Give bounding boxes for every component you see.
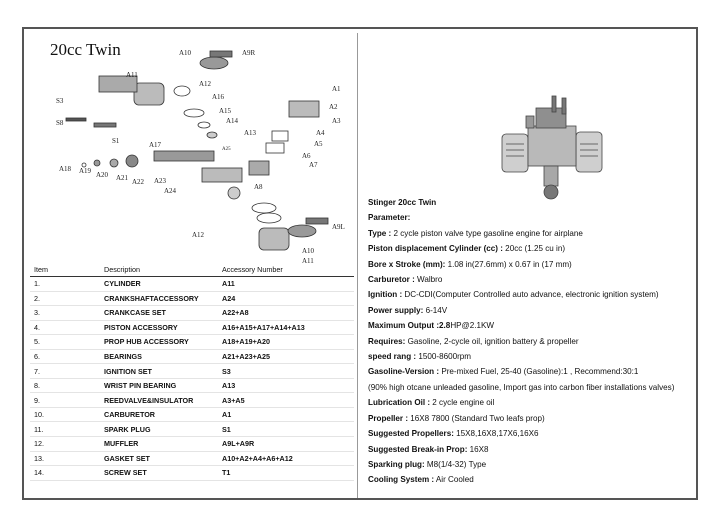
item-description: REEDVALVE&INSULATOR — [100, 393, 218, 408]
table-row — [30, 451, 354, 466]
spec-value: 1500-8600rpm — [416, 352, 472, 362]
item-number: 7. — [30, 364, 100, 379]
item-number: 5. — [30, 335, 100, 350]
diagram-label: A18 — [59, 165, 72, 173]
spec-power-supply — [368, 303, 698, 318]
spec-value: 16X8 7800 (Standard Two leafs prop) — [408, 413, 545, 423]
spec-speed-range — [368, 349, 698, 364]
diagram-label: A12 — [192, 231, 205, 239]
item-description: CRANKCASE SET — [100, 306, 218, 321]
diagram-label: A14 — [226, 117, 239, 125]
diagram-label: A9L — [332, 223, 345, 231]
spec-bore-stroke — [368, 257, 698, 272]
item-description: MUFFLER — [100, 437, 218, 452]
diagram-label: A11 — [126, 71, 138, 79]
accessory-number: S1 — [218, 422, 354, 437]
diagram-label: A21 — [116, 174, 129, 182]
diagram-label: A4 — [316, 129, 325, 137]
spec-sparking-plug — [368, 457, 698, 472]
diagram-label: A12 — [199, 80, 212, 88]
page-title: 20cc Twin — [50, 40, 121, 59]
spec-propeller — [368, 411, 698, 426]
spec-carburetor — [368, 272, 698, 287]
accessory-number: A10+A2+A4+A6+A12 — [218, 451, 354, 466]
diagram-label: A19 — [79, 167, 92, 175]
spec-max-output — [368, 318, 698, 333]
engine-specifications — [368, 195, 698, 488]
item-number: 12. — [30, 437, 100, 452]
spec-displacement — [368, 241, 698, 256]
spec-label: Gasoline-Version : — [368, 367, 440, 377]
spec-value: Gasoline, 2-cycle oil, ignition battery & propeller — [405, 336, 579, 346]
item-number: 2. — [30, 291, 100, 306]
spec-cooling-system — [368, 472, 698, 487]
spec-sheet — [22, 27, 698, 500]
diagram-label: S8 — [56, 119, 64, 127]
spec-gasoline-note: (90% high otcane unleaded gasoline, Import gas into carbon fiber installations valves) — [368, 382, 675, 392]
spec-type — [368, 226, 698, 241]
table-row — [30, 466, 354, 481]
item-number: 3. — [30, 306, 100, 321]
diagram-label: A10 — [302, 247, 315, 255]
spec-suggested-propellers — [368, 426, 698, 441]
table-row — [30, 335, 354, 350]
column-header: Item — [30, 263, 100, 277]
accessory-number: A11 — [218, 277, 354, 292]
spec-break-in-prop — [368, 442, 698, 457]
spec-label: Power supply: — [368, 305, 424, 315]
spec-label: Carburetor : — [368, 275, 415, 285]
table-row — [30, 393, 354, 408]
table-row — [30, 306, 354, 321]
diagram-label: A16 — [212, 93, 225, 101]
spec-heading: Stinger 20cc Twin — [368, 198, 437, 207]
accessory-number: A9L+A9R — [218, 437, 354, 452]
item-number: 8. — [30, 378, 100, 393]
item-number: 9. — [30, 393, 100, 408]
diagram-label: S3 — [56, 97, 64, 105]
spec-value: 2 cycle piston valve type gasoline engine for airplane — [391, 228, 583, 238]
item-number: 11. — [30, 422, 100, 437]
spec-label: Type : — [368, 228, 392, 238]
spec-lubrication — [368, 395, 698, 410]
table-header-row — [30, 263, 354, 277]
item-number: 10. — [30, 407, 100, 422]
spec-value: 20cc (1.25 cu in) — [502, 244, 566, 254]
diagram-label: A9R — [242, 49, 256, 57]
accessory-number: T1 — [218, 466, 354, 481]
diagram-label: A10 — [179, 49, 192, 57]
spec-gasoline-version — [368, 364, 698, 379]
exploded-parts-diagram — [34, 43, 354, 273]
table-row — [30, 320, 354, 335]
spec-ignition — [368, 287, 698, 302]
item-number: 13. — [30, 451, 100, 466]
item-description: GASKET SET — [100, 451, 218, 466]
spec-label: Cooling System : — [368, 475, 435, 485]
diagram-label: A25 — [222, 147, 231, 152]
spec-value: Air Cooled — [434, 475, 474, 485]
item-description: SCREW SET — [100, 466, 218, 481]
parts-table — [30, 263, 354, 481]
item-description: PROP HUB ACCESSORY — [100, 335, 218, 350]
spec-label: Propeller : — [368, 413, 409, 423]
accessory-number: A24 — [218, 291, 354, 306]
spec-label: Sparking plug: — [368, 459, 425, 469]
spec-value-bold: 2.8 — [439, 321, 451, 331]
item-number: 14. — [30, 466, 100, 481]
item-description: CRANKSHAFTACCESSORY — [100, 291, 218, 306]
accessory-number: A18+A19+A20 — [218, 335, 354, 350]
table-row — [30, 422, 354, 437]
spec-value: 2 cycle engine oil — [430, 398, 495, 408]
table-row — [30, 437, 354, 452]
spec-requires — [368, 334, 698, 349]
item-description: IGNITION SET — [100, 364, 218, 379]
item-number: 4. — [30, 320, 100, 335]
column-header: Description — [100, 263, 218, 277]
diagram-label: S1 — [112, 137, 120, 145]
column-header: Accessory Number — [218, 263, 354, 277]
accessory-number: A3+A5 — [218, 393, 354, 408]
accessory-number: A21+A23+A25 — [218, 349, 354, 364]
engine-photo — [492, 94, 612, 202]
accessory-number: A13 — [218, 378, 354, 393]
table-row — [30, 277, 354, 292]
diagram-label: A20 — [96, 171, 109, 179]
item-number: 1. — [30, 277, 100, 292]
diagram-label: A6 — [302, 152, 311, 160]
spec-value: Walbro — [414, 275, 443, 285]
column-divider — [357, 33, 358, 498]
item-description: PISTON ACCESSORY — [100, 320, 218, 335]
diagram-label: A7 — [309, 161, 318, 169]
spec-label: Maximum Output : — [368, 321, 440, 331]
spec-value: 1.08 in(27.6mm) x 0.67 in (17 mm) — [445, 259, 572, 269]
spec-value: 15X8,16X8,17X6,16X6 — [453, 429, 539, 439]
diagram-label: A15 — [219, 107, 232, 115]
diagram-label: A1 — [332, 85, 341, 93]
spec-value: M8(1/4-32) Type — [424, 459, 487, 469]
diagram-label: A17 — [149, 141, 162, 149]
table-row — [30, 349, 354, 364]
accessory-number: A22+A8 — [218, 306, 354, 321]
accessory-number: A1 — [218, 407, 354, 422]
diagram-label: A13 — [244, 129, 257, 137]
spec-value: 6-14V — [423, 305, 448, 315]
diagram-label: A24 — [164, 187, 177, 195]
spec-value: HP@2.1KW — [450, 321, 495, 331]
spec-label: Suggested Propellers: — [368, 429, 454, 439]
spec-label: Ignition : — [368, 290, 403, 300]
spec-value: 16X8 — [467, 444, 489, 454]
diagram-label: A22 — [132, 178, 145, 186]
spec-label: Lubrication Oil : — [368, 398, 431, 408]
spec-label: Suggested Break-in Prop: — [368, 444, 468, 454]
accessory-number: A16+A15+A17+A14+A13 — [218, 320, 354, 335]
table-row — [30, 291, 354, 306]
item-description: CARBURETOR — [100, 407, 218, 422]
accessory-number: S3 — [218, 364, 354, 379]
item-description: BEARINGS — [100, 349, 218, 364]
table-row — [30, 364, 354, 379]
table-row — [30, 407, 354, 422]
diagram-label: A11 — [302, 257, 314, 265]
diagram-label: A5 — [314, 140, 323, 148]
item-description: SPARK PLUG — [100, 422, 218, 437]
spec-value: DC-CDI(Computer Controlled auto advance, electronic ignition system) — [402, 290, 659, 300]
item-number: 6. — [30, 349, 100, 364]
spec-label: Bore x Stroke (mm): — [368, 259, 446, 269]
diagram-label: A8 — [254, 183, 263, 191]
item-description: CYLINDER — [100, 277, 218, 292]
diagram-label: A23 — [154, 177, 167, 185]
diagram-label: A3 — [332, 117, 341, 125]
item-description: WRIST PIN BEARING — [100, 378, 218, 393]
spec-label: Piston displacement Cylinder (cc) : — [368, 244, 503, 254]
table-row — [30, 378, 354, 393]
diagram-label: A2 — [329, 103, 338, 111]
spec-parameter-title: Parameter: — [368, 213, 411, 223]
spec-label: speed rang : — [368, 352, 417, 362]
spec-value: Pre-mixed Fuel, 25-40 (Gasoline):1 , Recommend:30:1 — [439, 367, 639, 377]
spec-label: Requires: — [368, 336, 406, 346]
